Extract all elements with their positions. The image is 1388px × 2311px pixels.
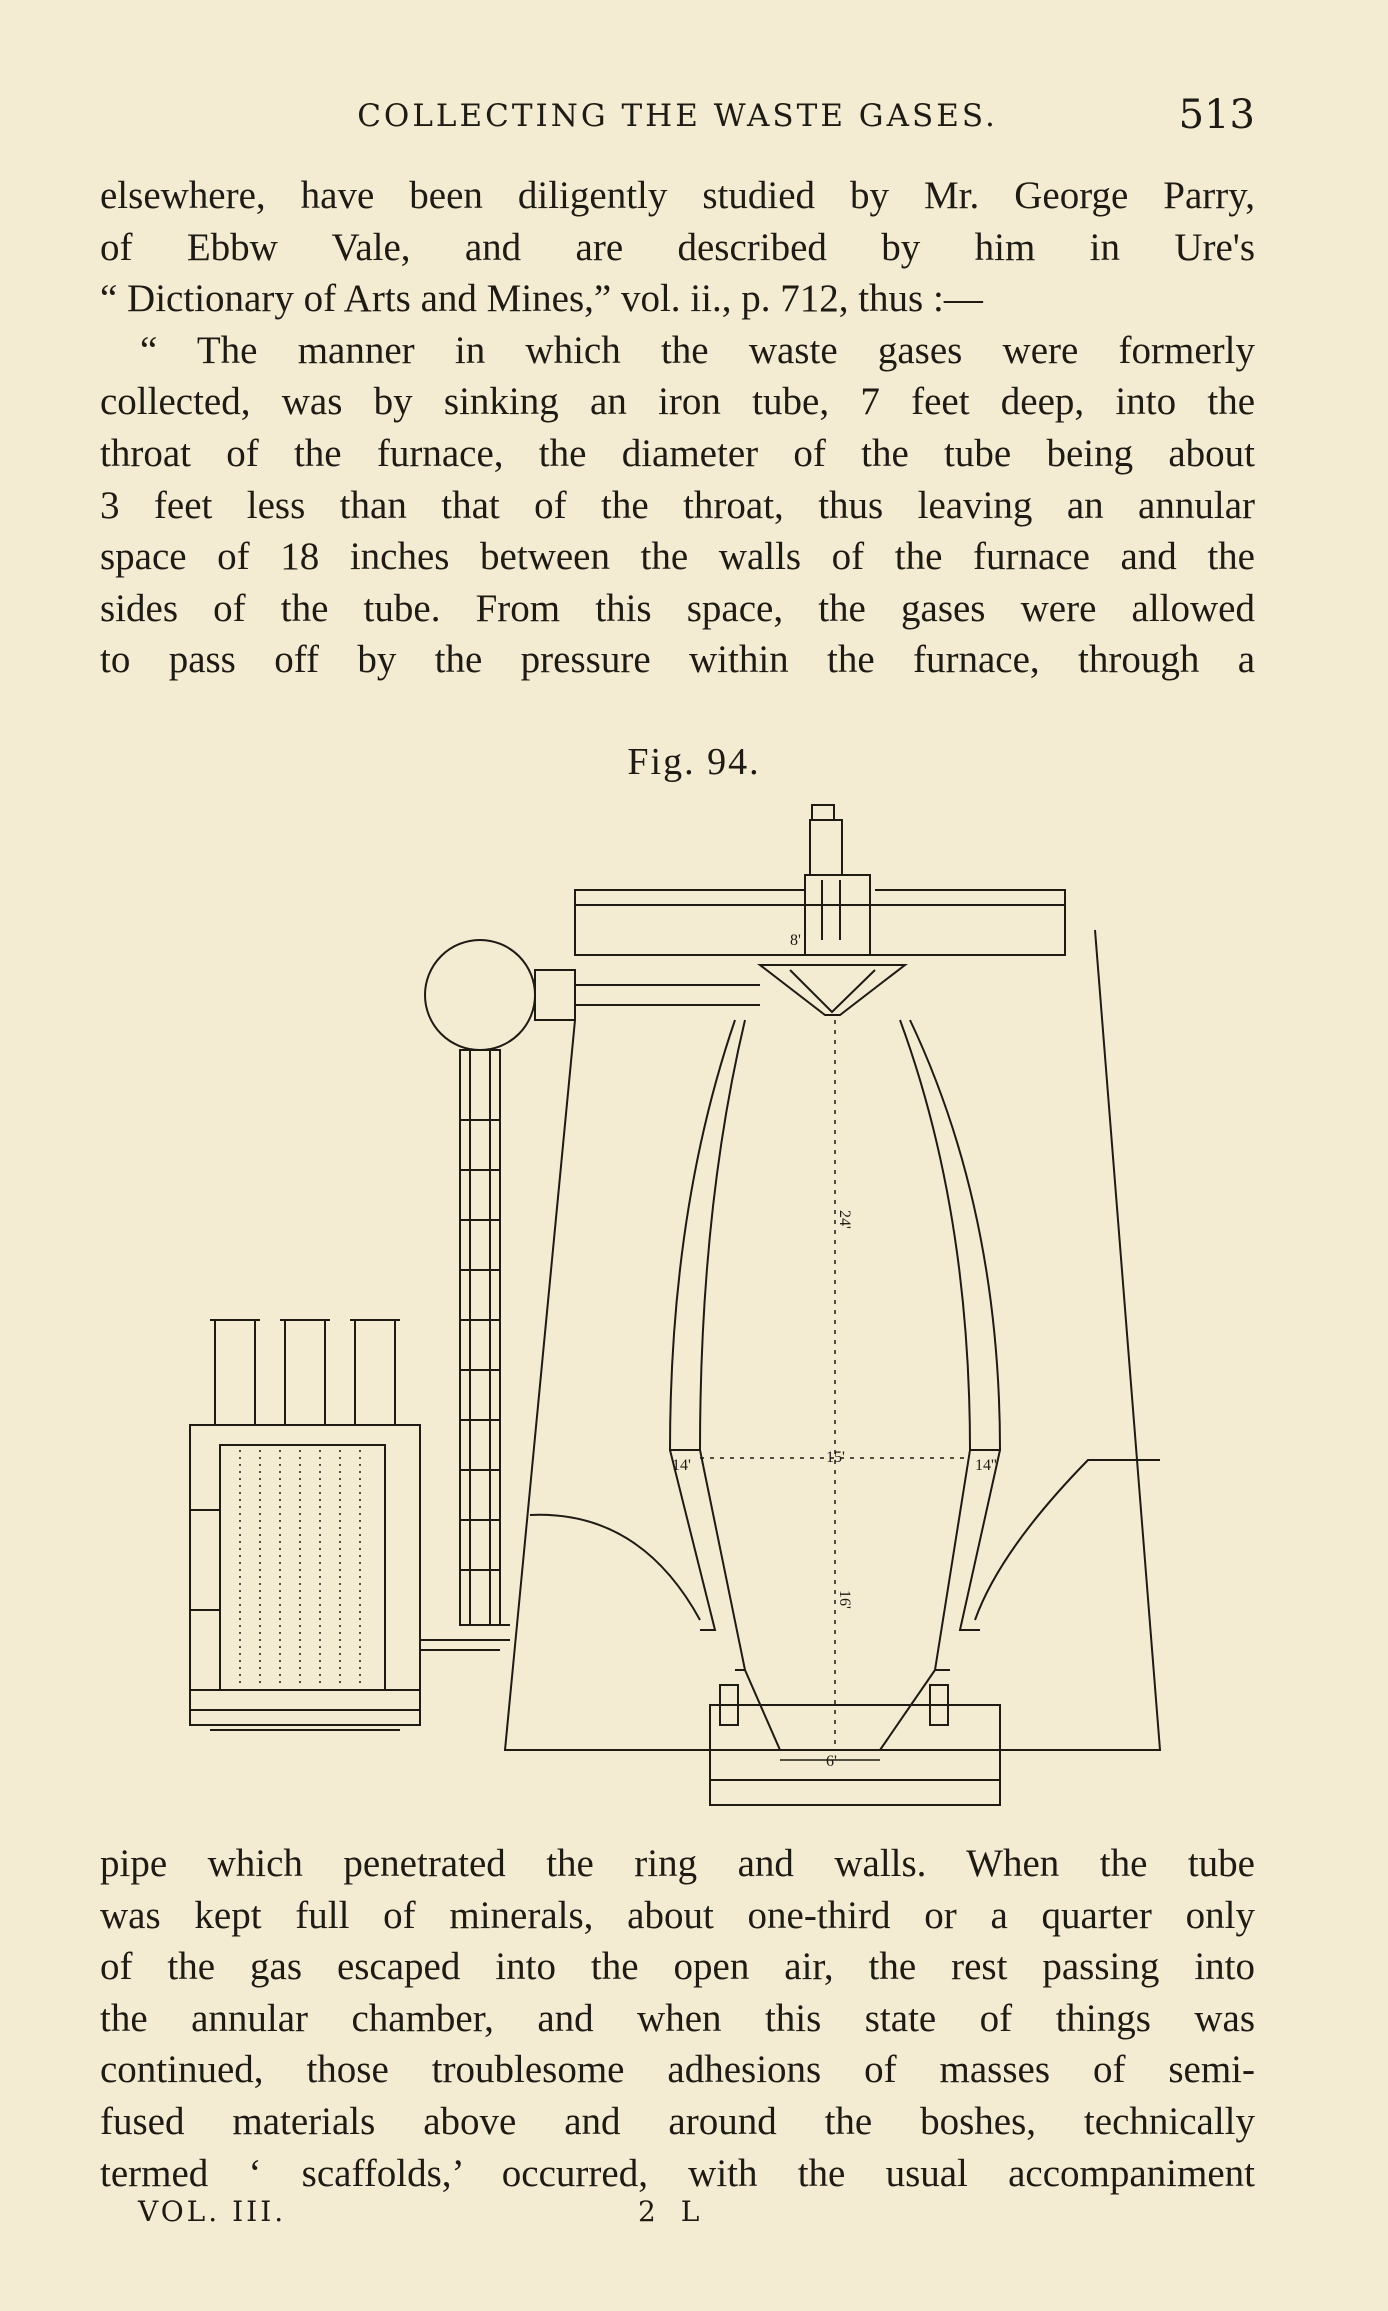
label-height-upper: 24'	[836, 1210, 853, 1229]
text-line: to pass off by the pressure within the furnace, through a	[100, 638, 1255, 682]
label-hearth-width: 6'	[826, 1753, 837, 1770]
text-line: of the gas escaped into the open air, the rest passing into	[100, 1945, 1255, 1989]
volume-label: VOL. III.	[138, 2195, 287, 2228]
top-paragraph	[100, 170, 1255, 686]
running-head	[100, 92, 1255, 142]
text-line: throat of the furnace, the diameter of the tube being about	[100, 431, 1255, 475]
text-line: fused materials above and around the boshes, technically	[100, 2099, 1255, 2143]
text-line: pipe which penetrated the ring and walls. When the tube	[100, 1842, 1255, 1885]
text-line: continued, those troublesome adhesions of masses of semi-	[100, 2048, 1255, 2092]
stove-checkerwork	[240, 1450, 360, 1685]
label-height-lower: 16'	[836, 1590, 853, 1609]
text-line: of Ebbw Vale, and are described by him in Ure's	[100, 225, 1255, 269]
text-line: sides of the tube. From this space, the gases were allowed	[100, 586, 1255, 630]
text-line: elsewhere, have been diligently studied by Mr. George Parry,	[100, 174, 1255, 217]
label-bosh-width: 15'	[826, 1449, 845, 1466]
text-line: termed ‘ scaffolds,’ occurred, with the usual accompaniment	[100, 2151, 1255, 2195]
bottom-paragraph	[100, 1838, 1255, 2199]
furnace-casing	[505, 930, 1160, 1750]
stove-block	[190, 1320, 500, 1730]
furnace-diagram	[0, 790, 1388, 1820]
text-line: was kept full of minerals, about one-third or a quarter only	[100, 1893, 1255, 1937]
text-line: the annular chamber, and when this state of things was	[100, 1996, 1255, 2040]
dimension-lines	[700, 1020, 970, 1745]
running-title: COLLECTING THE WASTE GASES.	[357, 98, 998, 134]
label-top-gap: 8'	[790, 932, 801, 949]
blast-furnace-figure	[0, 790, 1388, 1820]
text-line: 3 feet less than that of the throat, thus leaving an annular	[100, 483, 1255, 527]
signature-mark: 2 L	[638, 2195, 708, 2228]
text-line: space of 18 inches between the walls of the furnace and the	[100, 535, 1255, 579]
charging-platform	[575, 805, 1065, 955]
charging-cone	[760, 965, 905, 1015]
page-number: 513	[1178, 92, 1255, 138]
gas-main	[425, 940, 760, 1640]
page-footer	[100, 2195, 1255, 2235]
label-left-wall: 14'	[672, 1457, 691, 1474]
hearth	[710, 1705, 1000, 1805]
text-line: collected, was by sinking an iron tube, 7 feet deep, into the	[100, 380, 1255, 424]
text-line: “ The manner in which the waste gases were formerly	[140, 328, 1255, 372]
text-line: “ Dictionary of Arts and Mines,” vol. ii., p. 712, thus :—	[100, 277, 983, 321]
figure-caption: Fig. 94.	[627, 741, 761, 783]
label-right-wall: 14''	[975, 1457, 997, 1474]
